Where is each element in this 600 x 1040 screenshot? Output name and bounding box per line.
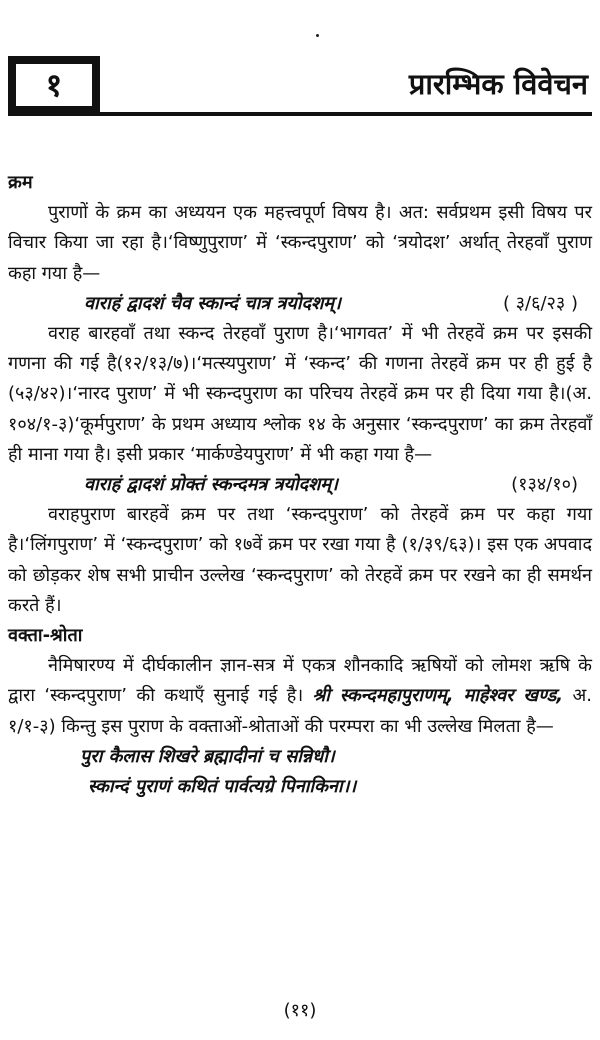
paragraph: वराहपुराण बारहवें क्रम पर तथा ‘स्कन्दपुराण’ को तेरहवें क्रम पर कहा गया है।‘लिंगपुराण’ में ‘स्कन्दपुराण’ को १७वें क्रम पर रखा गया है (१/३९/६३)। इस एक अपवाद को छोड़कर शेष सभी प्राचीन उल्लेख ‘स्कन्दपुराण’ को तेरहवें क्रम पर रखने का ही समर्थन करते हैं। <box>8 504 592 616</box>
verse-reference: (१३४/१०) <box>511 474 578 496</box>
paragraph-text: अ. १/१-३) किन्तु इस पुराण के वक्ताओं-श्रोताओं की परम्परा का भी उल्लेख मिलता है— <box>8 685 592 737</box>
verse-quote <box>8 289 592 319</box>
shloka-line: पुरा कैलास शिखरे ब्रह्मादीनां च सन्निधौ। <box>80 745 335 767</box>
page-body <box>8 168 592 802</box>
paragraph-text: नैमिषारण्य में दीर्घकालीन ज्ञान-सत्र में एकत्र शौनकादि ऋषियों को लोमश ऋषि के द्वारा ‘स्कन्दपुराण’ की कथाएँ सुनाई गई है। <box>8 655 592 707</box>
page-number: (११) <box>283 1000 317 1021</box>
chapter-number-box <box>8 56 100 114</box>
section-heading-krama: क्रम <box>8 172 33 193</box>
header-rule <box>8 112 592 116</box>
chapter-number: १ <box>45 66 63 104</box>
chapter-title: प्रारम्भिक विवेचन <box>408 67 588 101</box>
chapter-header <box>8 56 592 118</box>
paragraph <box>8 651 592 742</box>
verse-quote <box>8 470 592 500</box>
verse-text: वाराहं द्वादशं चैव स्कान्दं चात्र त्रयोदशम्। <box>84 292 341 314</box>
citation-italic: श्री स्कन्दमहापुराणम्, माहेश्वर खण्ड, <box>312 685 564 707</box>
paragraph: वराह बारहवाँ तथा स्कन्द तेरहवाँ पुराण है।‘भागवत’ में भी तेरहवें क्रम पर इसकी गणना की गई है(१२/१३/७)।‘मत्स्यपुराण’ में ‘स्कन्द’ की गणना तेरहवें क्रम पर ही हुई है (५३/४२)।‘नारद पुराण’ में भी स्कन्दपुराण का परिचय तेरहवें क्रम पर ही दिया गया है।(अ. १०४/१-३)‘कूर्मपुराण’ के प्रथम अध्याय श्लोक १४ के अनुसार ‘स्कन्दपुराण’ का क्रम तेरहवाँ ही माना गया है। इसी प्रकार ‘मार्कण्डेयपुराण’ में भी कहा गया है— <box>8 323 592 465</box>
shloka-line: स्कान्दं पुराणं कथितं पार्वत्यग्रे पिनाकिना।। <box>88 776 357 798</box>
verse-text: वाराहं द्वादशं प्रोक्तं स्कन्दमत्र त्रयोदशम्। <box>84 474 339 496</box>
ink-speck <box>316 34 319 37</box>
paragraph: पुराणों के क्रम का अध्ययन एक महत्त्वपूर्ण विषय है। अत: सर्वप्रथम इसी विषय पर विचार किया जा रहा है।‘विष्णुपुराण’ में ‘स्कन्दपुराण’ को ‘त्रयोदश’ अर्थात् तेरहवाँ पुराण कहा गया है— <box>8 202 592 284</box>
section-heading-vakta-shrota: वक्ता-श्रोता <box>8 625 83 647</box>
verse-reference: ( ३/६/२३ ) <box>502 292 578 314</box>
